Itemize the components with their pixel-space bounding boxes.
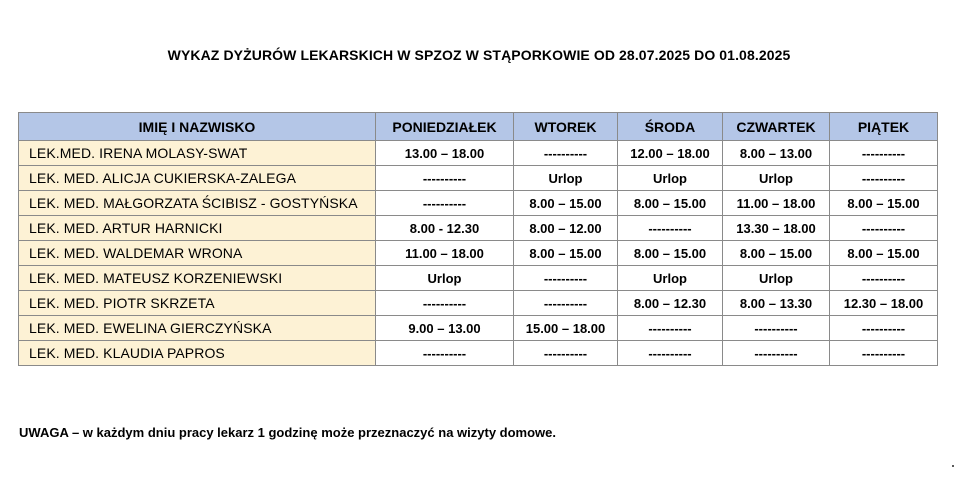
table-row	[19, 191, 938, 216]
thursday-hours: Urlop	[723, 266, 830, 291]
wednesday-hours: 8.00 – 15.00	[618, 241, 723, 266]
wednesday-hours: ----------	[618, 341, 723, 366]
monday-hours: 9.00 – 13.00	[376, 316, 514, 341]
tuesday-hours: ----------	[514, 141, 618, 166]
header-monday: PONIEDZIAŁEK	[376, 113, 514, 141]
doctor-name: LEK.MED. IRENA MOLASY-SWAT	[19, 141, 376, 166]
wednesday-hours: ----------	[618, 216, 723, 241]
table-header-row	[19, 113, 938, 141]
tuesday-hours: ----------	[514, 341, 618, 366]
friday-hours: ----------	[830, 316, 938, 341]
monday-hours: ----------	[376, 291, 514, 316]
thursday-hours: ----------	[723, 316, 830, 341]
friday-hours: ----------	[830, 166, 938, 191]
thursday-hours: 8.00 – 13.00	[723, 141, 830, 166]
friday-hours: ----------	[830, 266, 938, 291]
wednesday-hours: Urlop	[618, 166, 723, 191]
monday-hours: ----------	[376, 341, 514, 366]
thursday-hours: 11.00 – 18.00	[723, 191, 830, 216]
doctor-name: LEK. MED. PIOTR SKRZETA	[19, 291, 376, 316]
tuesday-hours: ----------	[514, 266, 618, 291]
monday-hours: 11.00 – 18.00	[376, 241, 514, 266]
duty-schedule-table	[18, 112, 938, 366]
header-friday: PIĄTEK	[830, 113, 938, 141]
monday-hours: Urlop	[376, 266, 514, 291]
thursday-hours: 8.00 – 15.00	[723, 241, 830, 266]
tuesday-hours: 15.00 – 18.00	[514, 316, 618, 341]
doctor-name: LEK. MED. KLAUDIA PAPROS	[19, 341, 376, 366]
tuesday-hours: Urlop	[514, 166, 618, 191]
monday-hours: ----------	[376, 191, 514, 216]
footnote-note: UWAGA – w każdym dniu pracy lekarz 1 godzinę może przeznaczyć na wizyty domowe.	[19, 425, 556, 440]
friday-hours: 8.00 – 15.00	[830, 191, 938, 216]
tuesday-hours: 8.00 – 15.00	[514, 241, 618, 266]
table-row	[19, 141, 938, 166]
table-row	[19, 216, 938, 241]
tuesday-hours: 8.00 – 15.00	[514, 191, 618, 216]
table-row	[19, 241, 938, 266]
table-row	[19, 166, 938, 191]
table-row	[19, 341, 938, 366]
header-wednesday: ŚRODA	[618, 113, 723, 141]
wednesday-hours: 12.00 – 18.00	[618, 141, 723, 166]
doctor-name: LEK. MED. EWELINA GIERCZYŃSKA	[19, 316, 376, 341]
doctor-name: LEK. MED. WALDEMAR WRONA	[19, 241, 376, 266]
table-row	[19, 266, 938, 291]
doctor-name: LEK. MED. MAŁGORZATA ŚCIBISZ - GOSTYŃSKA	[19, 191, 376, 216]
friday-hours: ----------	[830, 216, 938, 241]
doctor-name: LEK. MED. ALICJA CUKIERSKA-ZALEGA	[19, 166, 376, 191]
thursday-hours: 8.00 – 13.30	[723, 291, 830, 316]
thursday-hours: 13.30 – 18.00	[723, 216, 830, 241]
monday-hours: 13.00 – 18.00	[376, 141, 514, 166]
wednesday-hours: 8.00 – 15.00	[618, 191, 723, 216]
wednesday-hours: Urlop	[618, 266, 723, 291]
header-thursday: CZWARTEK	[723, 113, 830, 141]
tuesday-hours: ----------	[514, 291, 618, 316]
monday-hours: ----------	[376, 166, 514, 191]
doctor-name: LEK. MED. MATEUSZ KORZENIEWSKI	[19, 266, 376, 291]
table-row	[19, 291, 938, 316]
friday-hours: 8.00 – 15.00	[830, 241, 938, 266]
tuesday-hours: 8.00 – 12.00	[514, 216, 618, 241]
wednesday-hours: 8.00 – 12.30	[618, 291, 723, 316]
doctor-name: LEK. MED. ARTUR HARNICKI	[19, 216, 376, 241]
thursday-hours: Urlop	[723, 166, 830, 191]
header-name: IMIĘ I NAZWISKO	[19, 113, 376, 141]
corner-dot	[952, 465, 954, 467]
friday-hours: ----------	[830, 341, 938, 366]
table-row	[19, 316, 938, 341]
wednesday-hours: ----------	[618, 316, 723, 341]
monday-hours: 8.00 - 12.30	[376, 216, 514, 241]
friday-hours: 12.30 – 18.00	[830, 291, 938, 316]
friday-hours: ----------	[830, 141, 938, 166]
header-tuesday: WTOREK	[514, 113, 618, 141]
thursday-hours: ----------	[723, 341, 830, 366]
document-title: WYKAZ DYŻURÓW LEKARSKICH W SPZOZ W STĄPORKOWIE OD 28.07.2025 DO 01.08.2025	[167, 47, 791, 63]
